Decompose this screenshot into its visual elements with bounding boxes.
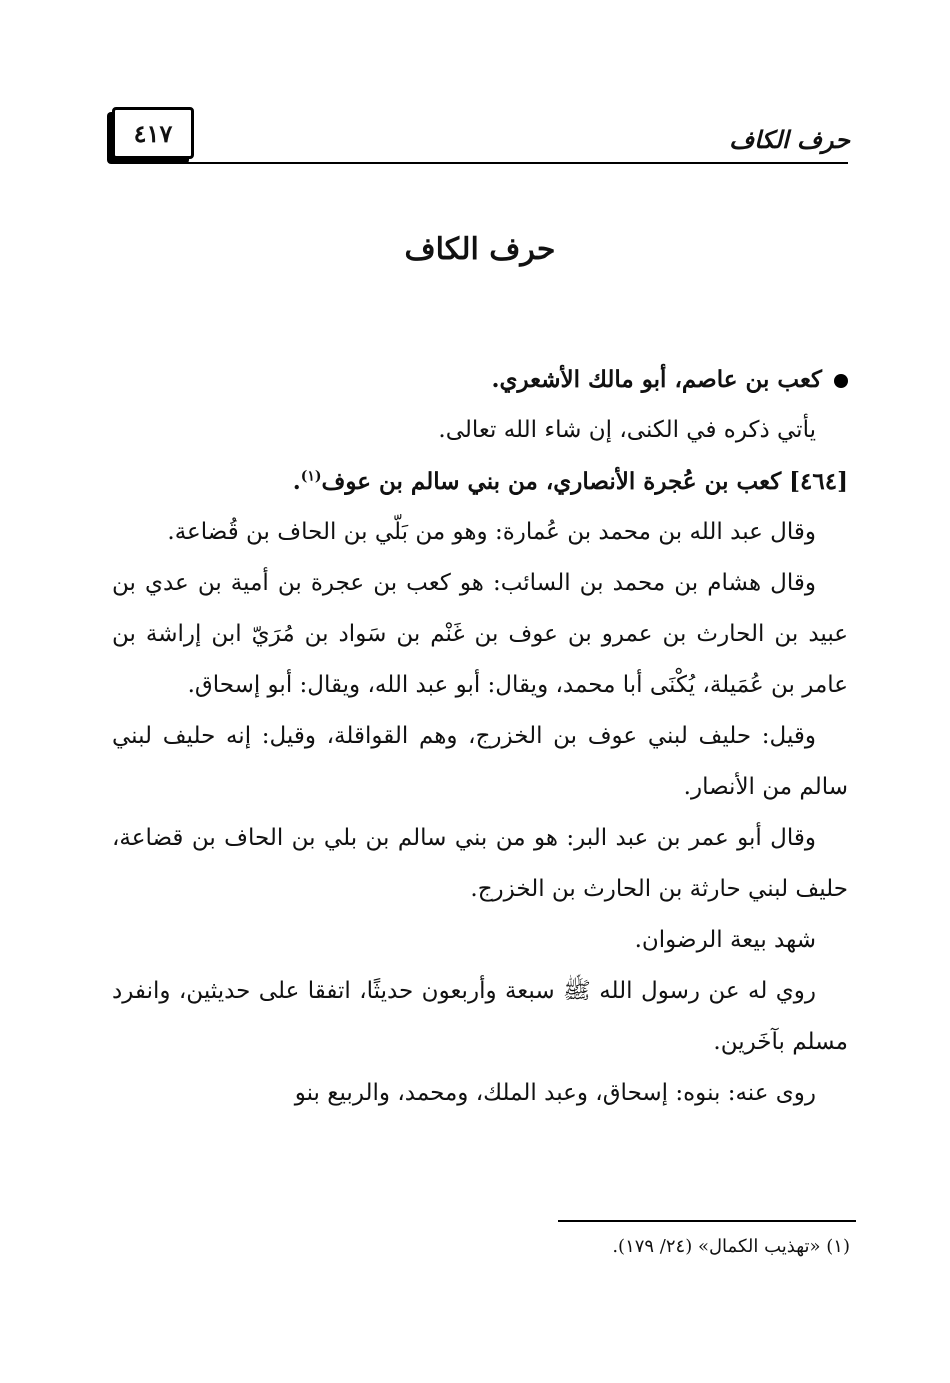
paragraph: وقال عبد الله بن محمد بن عُمارة: وهو من بَلّي بن الحاف بن قُضاعة. <box>167 519 816 545</box>
paragraph: وقال هشام بن محمد بن السائب: هو كعب بن عجرة بن أمية بن عدي بن عبيد بن الحارث بن عمرو بن عوف بن غَنْم بن سَواد بن مُرَيّ ابن إراشة بن عامر بن عُمَيلة، يُكْنَى أبا محمد، ويقال: أبو عبد الله، ويقال: أبو إسحاق. <box>112 570 848 698</box>
footnote-rule <box>558 1220 856 1222</box>
footnote-ref: (١) <box>300 468 322 485</box>
footnote: (١) «تهذيب الكمال» (٢٤/ ١٧٩). <box>612 1236 850 1257</box>
heading-end: . <box>292 468 301 495</box>
paragraph: روي له عن رسول الله ﷺ سبعة وأربعون حديثًا، اتفقا على حديثين، وانفرد مسلم بآخَرين. <box>112 978 848 1055</box>
entry-note: يأتي ذكره في الكنى، إن شاء الله تعالى. <box>438 417 816 443</box>
running-header: حرف الكاف <box>729 125 850 154</box>
paragraph: وقال أبو عمر بن عبد البر: هو من بني سالم بن بلي بن الحاف بن قضاعة، حليف لبني حارثة بن الحارث بن الخزرج. <box>112 825 848 902</box>
entry-heading-text: [٤٦٤] كعب بن عُجرة الأنصاري، من بني سالم بن عوف <box>321 468 848 495</box>
entry-heading <box>112 354 848 405</box>
paragraph: شهد بيعة الرضوان. <box>634 927 816 953</box>
page-number-box <box>112 107 194 159</box>
paragraph: روى عنه: بنوه: إسحاق، وعبد الملك، ومحمد، والربيع بنو <box>294 1080 816 1106</box>
section-title: حرف الكاف <box>404 232 556 267</box>
main-text <box>112 354 848 1119</box>
page-number: ٤١٧ <box>133 118 173 148</box>
bullet-icon <box>834 374 848 388</box>
header-rule <box>112 162 848 164</box>
entry-heading-text: كعب بن عاصم، أبو مالك الأشعري. <box>491 366 822 393</box>
paragraph: وقيل: حليف لبني عوف بن الخزرج، وهم القواقلة، وقيل: إنه حليف لبني سالم من الأنصار. <box>112 723 848 800</box>
entry-heading <box>112 456 848 507</box>
